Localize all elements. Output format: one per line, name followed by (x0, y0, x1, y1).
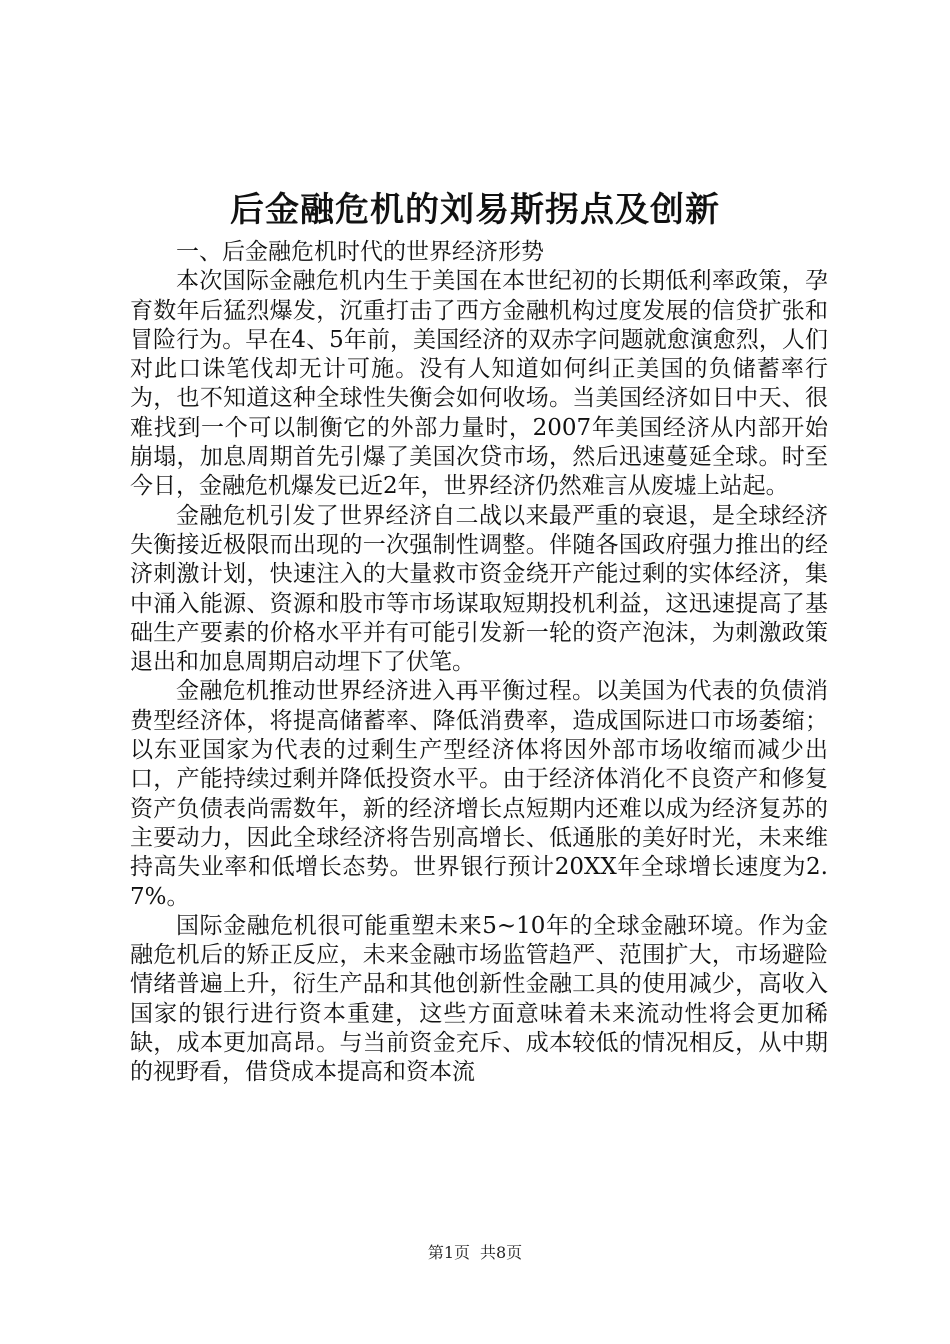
document-title: 后金融危机的刘易斯拐点及创新 (230, 190, 720, 230)
paragraph-2: 金融危机引发了世界经济自二战以来最严重的衰退，是全球经济失衡接近极限而出现的一次强制性调整。伴随各国政府强力推出的经济刺激计划，快速注入的大量救市资金绕开产能过剩的实体经济，集中涌入能源、资源和股市等市场谋取短期投机利益，这迅速提高了基础生产要素的价格水平并有可能引发新一轮的资产泡沫，为刺激政策退出和加息周期启动埋下了伏笔。 (130, 502, 828, 676)
document-body (130, 238, 828, 1088)
paragraph-1: 本次国际金融危机内生于美国在本世纪初的长期低利率政策，孕育数年后猛烈爆发，沉重打击了西方金融机构过度发展的信贷扩张和冒险行为。早在4、5年前，美国经济的双赤字问题就愈演愈烈，人们对此口诛笔伐却无计可施。没有人知道如何纠正美国的负储蓄率行为，也不知道这种全球性失衡会如何收场。当美国经济如日中天、很难找到一个可以制衡它的外部力量时，2007年美国经济从内部开始崩塌，加息周期首先引爆了美国次贷市场，然后迅速蔓延全球。时至今日，金融危机爆发已近2年，世界经济仍然难言从废墟上站起。 (130, 268, 828, 500)
page-footer (0, 1242, 950, 1264)
paragraph-4: 国际金融危机很可能重塑未来5~10年的全球金融环境。作为金融危机后的矫正反应，未来金融市场监管趋严、范围扩大，市场避险情绪普遍上升，衍生产品和其他创新性金融工具的使用减少，高收入国家的银行进行资本重建，这些方面意味着未来流动性将会更加稀缺，成本更加高昂。与当前资金充斥、成本较低的情况相反，从中期的视野看，借贷成本提高和资本流 (130, 912, 828, 1086)
page-total: 共8页 (480, 1243, 523, 1262)
section-heading: 一、后金融危机时代的世界经济形势 (176, 239, 544, 265)
page-number: 第1页 (427, 1243, 470, 1262)
paragraph-3: 金融危机推动世界经济进入再平衡过程。以美国为代表的负债消费型经济体，将提高储蓄率、降低消费率，造成国际进口市场萎缩；以东亚国家为代表的过剩生产型经济体将因外部市场收缩而减少出口，产能持续过剩并降低投资水平。由于经济体消化不良资产和修复资产负债表尚需数年，新的经济增长点短期内还难以成为经济复苏的主要动力，因此全球经济将告别高增长、低通胀的美好时光，未来维持高失业率和低增长态势。世界银行预计20XX年全球增长速度为2.7%。 (130, 678, 828, 910)
